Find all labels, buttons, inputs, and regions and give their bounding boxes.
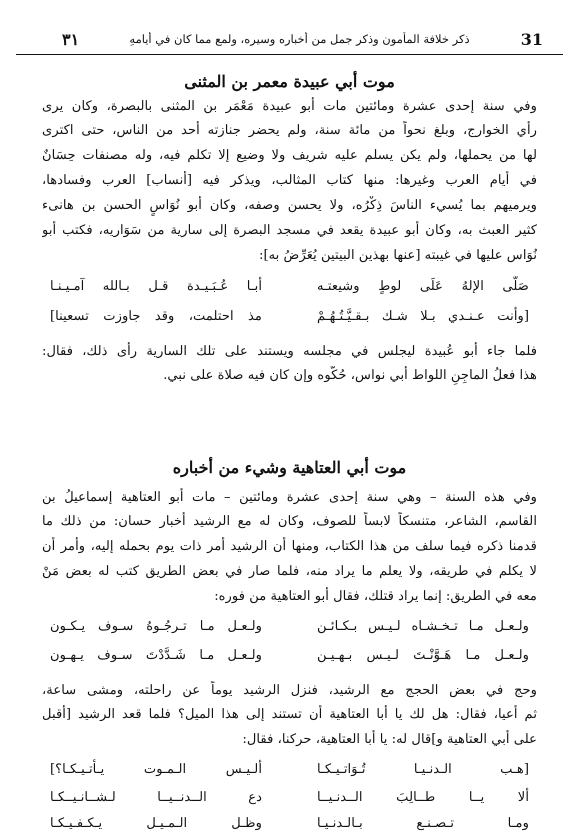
verse-first-hemistich: ألا يــا طــالِبَ الــدنـيــا [317,790,529,805]
paragraph-line: لا يكلم في طريقه، ولا يعلم ما يراد منه، فلما صار في بعض الطريق كتب له بعض مَنْ [42,564,537,579]
verse-line [50,813,529,835]
paragraph-line: رأي الخوارج، وبلغ نحواً من مائة سنة، ولم يحضر جنازته أحد من الناس، حتى اكترى [42,123,537,138]
paragraph-line: معه في الطريق: إنما يراد قتلك، فقال أبو العتاهية من فوره: [214,589,537,604]
paragraph-line: لها من يحملها، ولم يكن يسلم عليه شريف ولا وضيع إلا تكلم فيه، وله مصنفات حِسَانٌ [42,148,537,163]
verse-first-hemistich: [وأنت عـنـدي بـلا شـك بـقـيَّـتُـهُـمْ [317,309,529,324]
paragraph-line: في أيام العرب وغيرها: منها كتاب المثالب، ويذكر فيه [أنساب] العرب وفسادها، [42,173,537,188]
verse-first-hemistich: ولـعـل مـا هَـوَّنْـتَ لـيـس بـهـيـن [317,648,529,663]
paragraph-line: وفي سنة إحدى عشرة ومائتين مات أبو عبيدة مَعْمَر بن المثنى بالبصرة، وكان يرى [42,99,537,114]
verse-second-hemistich: ألـيـس الـمـوت يـأتـيـكـا؟] [50,762,262,777]
paragraph-line: فلما جاء أبو عُبيدة ليجلس في مجلسه ويستند على تلك السارية رأى ذلك، فقال: [42,344,537,359]
paragraph-line: على أبي العتاهية و]قال له: يا أبا العتاهية، حركنا، فقال: [242,732,537,747]
verse-line [50,616,529,638]
paragraph-line: نُوَاس عليها في غيبته [عنها بهذين البيتين يُعَرِّضُ به]: [259,248,537,263]
paragraph-line: القاسم، الشاعر، متنسكاً لابساً للصوف، وكان له مع الرشيد أخبار حسان: من ذلك ما [42,514,537,529]
verse-second-hemistich: ولـعـل مـا تـرجُـوهُ سـوف يـكـون [50,619,262,634]
paragraph-line: قدمنا ذكره فيما سلف من هذا الكتاب، ومنها أن الرشيد أمر ذات يوم بحمله إليه، وأمر أن [42,539,537,554]
verse-line [50,759,529,781]
verse-line [50,645,529,667]
verse-line [50,306,529,328]
paragraph-line: كثير العبث به، وكان أبو عبيدة يقعد في مسجد البصرة إلى سارية من سَوَاريه، فكتب أبو [42,223,537,238]
paragraph-line: ويرميهم بما يُسيء الناسَ ذِكْرُه، ولا يحسن وصفه، وكان أبو نُوَاسٍ الحسن بن هانىء [42,198,537,213]
verse-second-hemistich: وظـل الـمـيـل يـكـفـيـكـا [50,816,262,831]
paragraph-line: ثم أعيا، فقال: هل لك يا أبا العتاهية أن تستند إلى هذا الميل؟ فلما قعد الرشيد [أقبل [42,707,537,722]
section-heading-abu-al-atahiya: موت أبي العتاهية وشيء من أخباره [172,458,407,477]
verse-second-hemistich: أبـا عُـبَـيـدة قـل بـالله آمـيـنـا [50,279,262,294]
paragraph-line: هذا فعلُ الماجِنِ اللواط أبي نواس، حُكُّوه وإن كان فيه صلاة على نبي. [163,368,537,383]
verse-line [50,276,529,298]
running-title: ذكر خلافة المأمون وذكر جمل من أخباره وسيره، ولمع مما كان في أيامهِ [129,32,470,46]
verse-second-hemistich: مذ احتلمت، وقد جاوزت تسعينا] [50,309,262,324]
verse-first-hemistich: [هـب الـدنـيـا تُـوَاتـيـكـا [317,762,529,777]
paragraph-line: وفي هذه السنة – وهي سنة إحدى عشرة ومائتين – مات أبو العتاهية إسماعيلُ بن [42,490,537,505]
paragraph-line: وحج في بعض الحجج مع الرشيد، فنزل الرشيد يوماً عن راحلته، ومشى ساعة، [42,683,537,698]
verse-first-hemistich: صَلَّى الإلهُ عَلَى لوطٍ وشيعتـه [317,279,529,294]
verse-first-hemistich: ومـا تـصـنـع بـالـدنـيـا [317,816,529,831]
page-header [16,28,563,55]
verse-first-hemistich: ولـعـل مـا تـخـشـاه لـيـس بـكـائـن [317,619,529,634]
verse-second-hemistich: دع الــدنــيــا لـشــانـيــكـا [50,790,262,805]
verse-line [50,787,529,809]
page-number-arabic: ٣١ [62,30,80,49]
section-heading-abu-ubayda: موت أبي عبيدة معمر بن المثنى [184,72,395,91]
page-number-latin: 31 [520,30,543,49]
verse-second-hemistich: ولـعـل مـا شَـدَّدْتَ سـوف يـهـون [50,648,262,663]
